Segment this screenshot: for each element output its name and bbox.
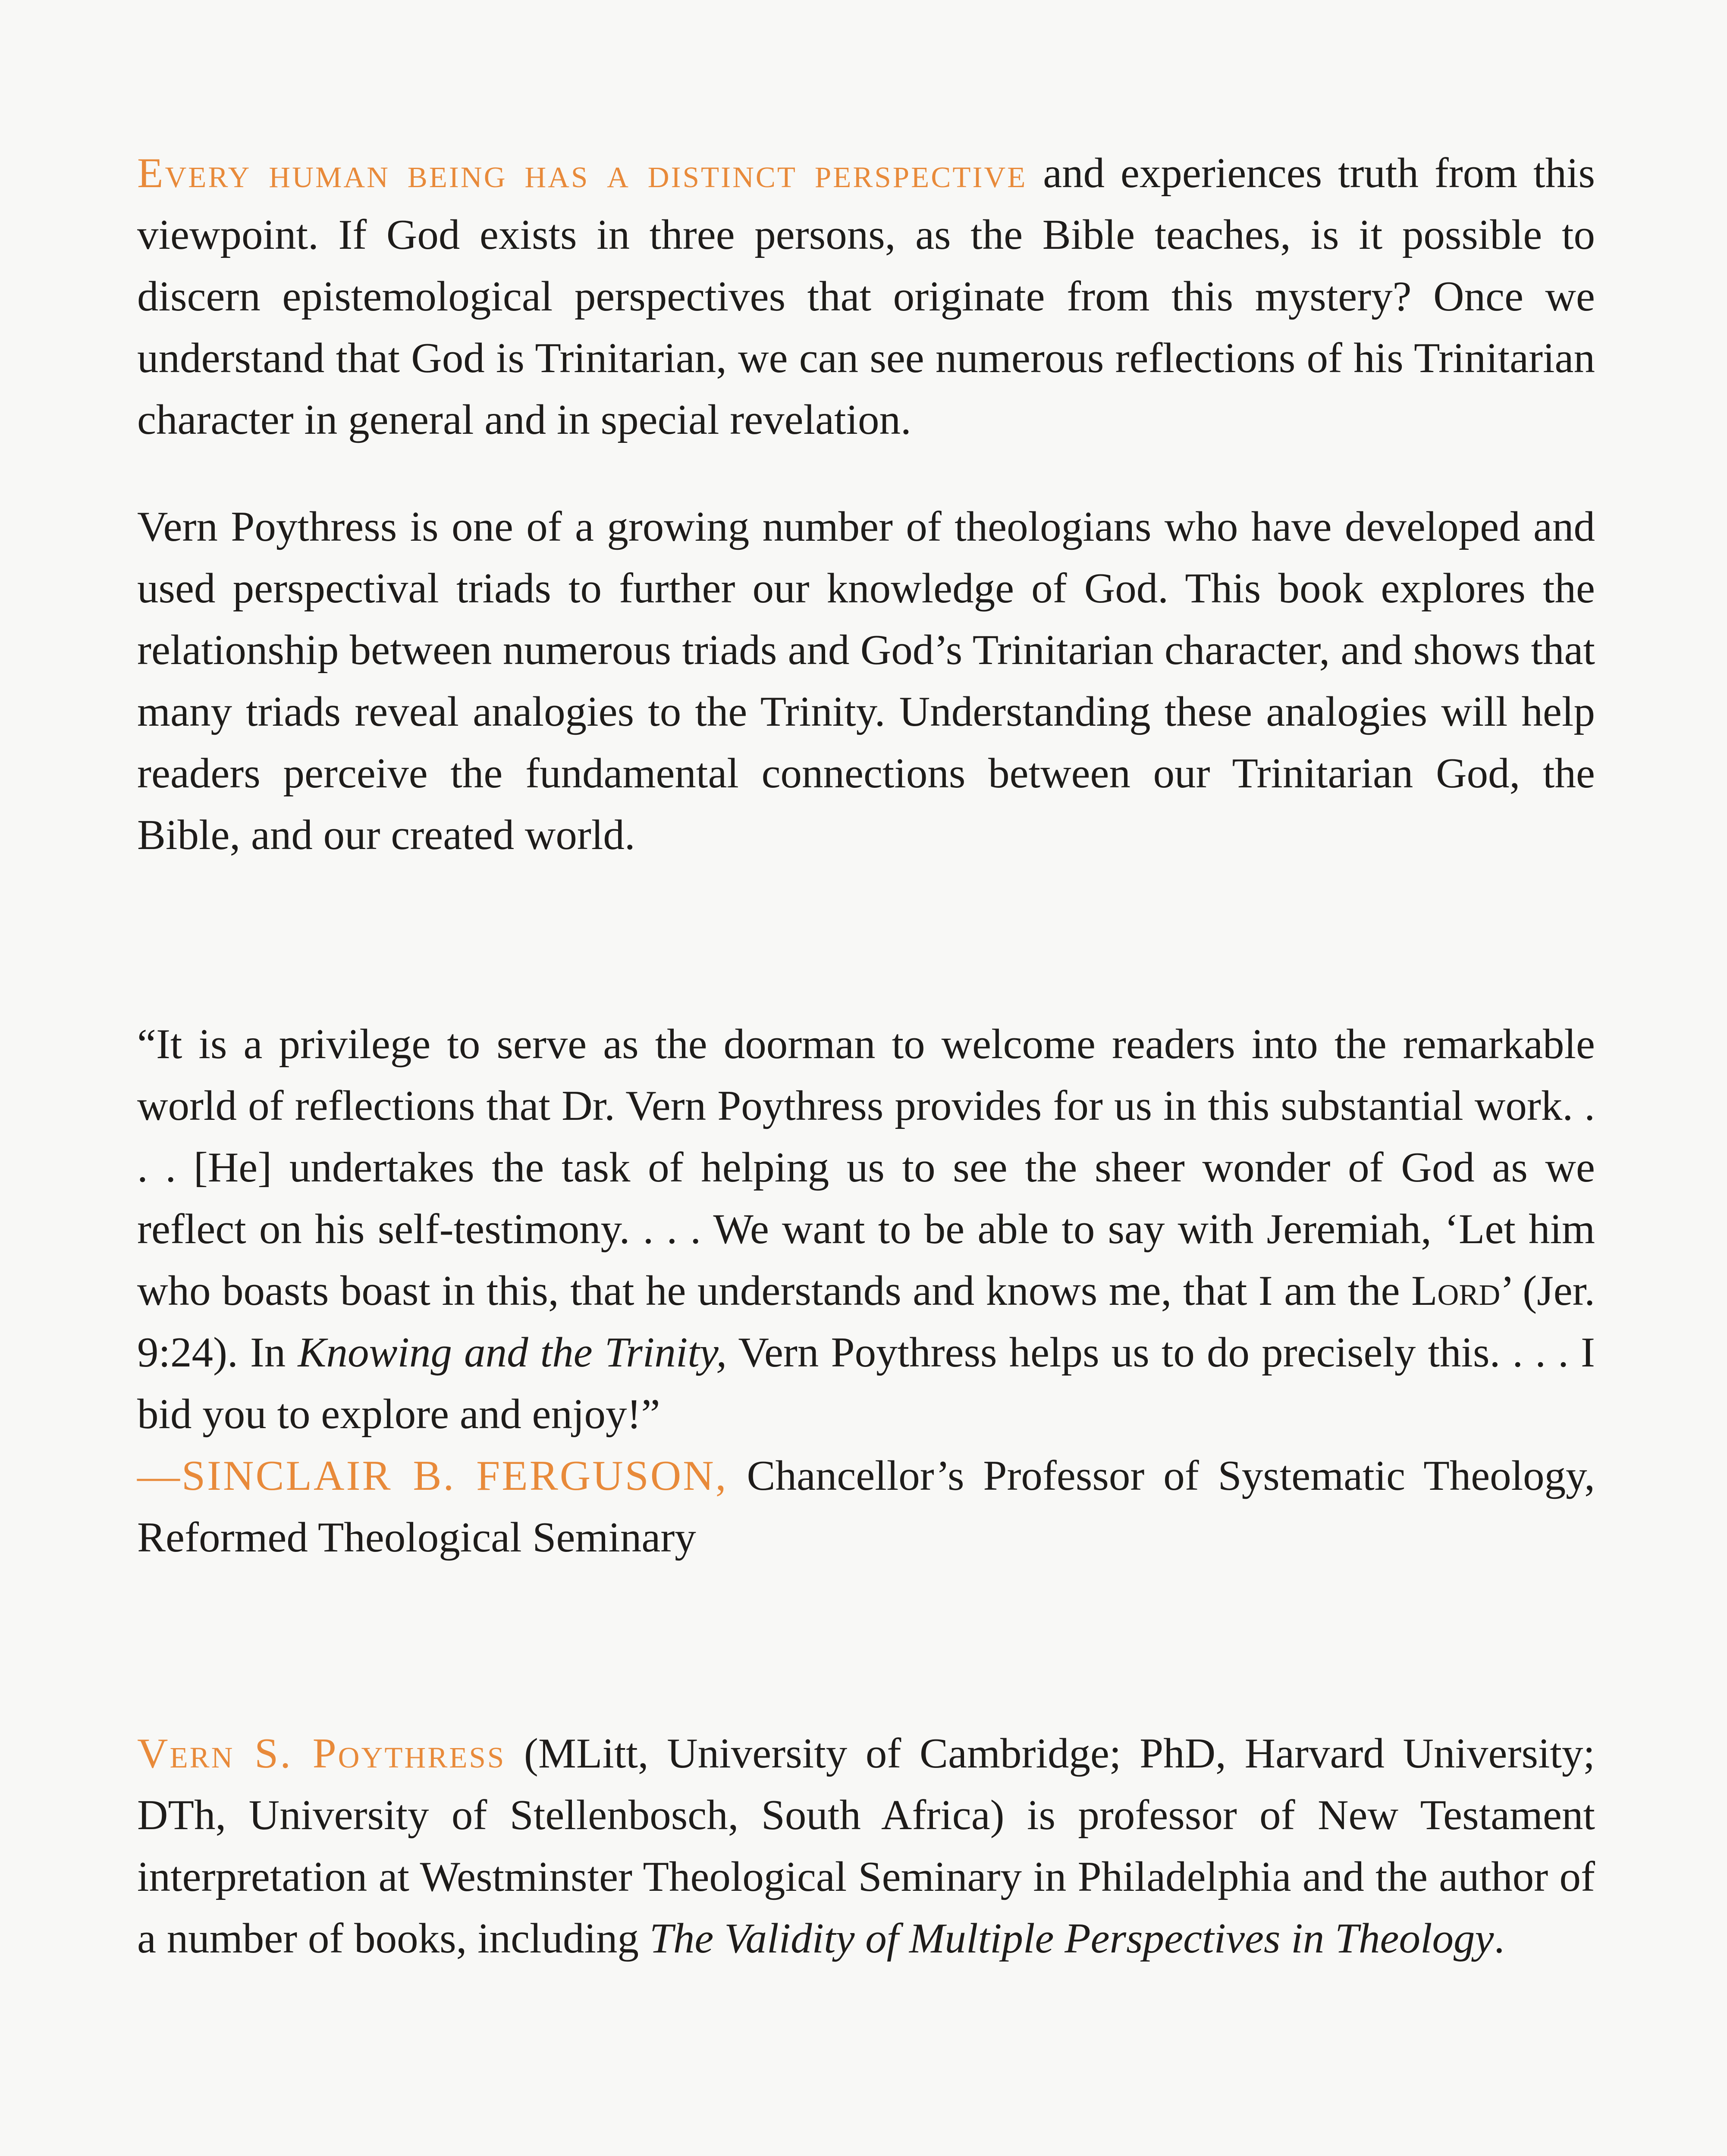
description-paragraph: Vern Poythress is one of a growing number of theologians who have developed and used perspectival triads to further our knowledge of God. This book explores the relationship between numerous triads and God’s Trinitarian character, and shows that many triads reveal analogies to the Trinity. Understanding these analogies will help readers perceive the fundamental connections between our Trinitarian God, the Bible, and our created world. bbox=[137, 503, 1595, 859]
intro-lead: Every human being has a distinct perspective bbox=[137, 150, 1027, 197]
bio-text-b: . bbox=[1494, 1915, 1505, 1962]
endorsement-text-c: Vern Poythress helps us to do precisely this. . . . I bid you to explore and enjoy!” bbox=[137, 1329, 1595, 1438]
endorsement-author: SINCLAIR B. FERGUSON, bbox=[182, 1452, 728, 1499]
endorsement-book-title: Knowing and the Trinity, bbox=[298, 1329, 727, 1376]
endorsement-affiliation: Chancellor’s Professor of Systematic Theology, Reformed Theological Seminary bbox=[137, 1452, 1595, 1561]
author-bio bbox=[137, 1723, 1595, 1969]
endorsement-dash: — bbox=[137, 1452, 182, 1499]
endorsement-quote bbox=[137, 1013, 1595, 1568]
endorsement-text-a: “It is a privilege to serve as the doorman to welcome readers into the remarkable world of reflections that Dr. Vern Poythress provides for us in this substantial work. . . . [He] undertakes the task of helping us to see the sheer wonder of God as we reflect on his self-testimony. . . . We want to be able to say with Jeremiah, ‘Let him who boasts boast in this, that he understands and knows me, that I am the bbox=[137, 1021, 1595, 1314]
intro-text: and experiences truth from this viewpoint. If God exists in three persons, as the Bible teaches, is it possible to discern epistemological perspectives that originate from this mystery? Once we understand that God is Trinitarian, we can see numerous reflections of his Trinitarian character in general and in special revelation. bbox=[137, 150, 1595, 443]
bio-book-title: The Validity of Multiple Perspectives in Theology bbox=[649, 1915, 1494, 1962]
intro-paragraph bbox=[137, 142, 1595, 451]
author-name: Vern S. Poythress bbox=[137, 1730, 506, 1777]
endorsement-text-b: ’ (Jer. 9:24). In bbox=[137, 1267, 1595, 1376]
bio-text-a: (MLitt, University of Cambridge; PhD, Harvard University; DTh, University of Stellenbosch, South Africa) is professor of New Testament interpretation at Westminster Theological Seminary in Philadelphia and the author of a number of books, including bbox=[137, 1730, 1595, 1962]
endorsement-lord: Lord bbox=[1411, 1267, 1501, 1314]
